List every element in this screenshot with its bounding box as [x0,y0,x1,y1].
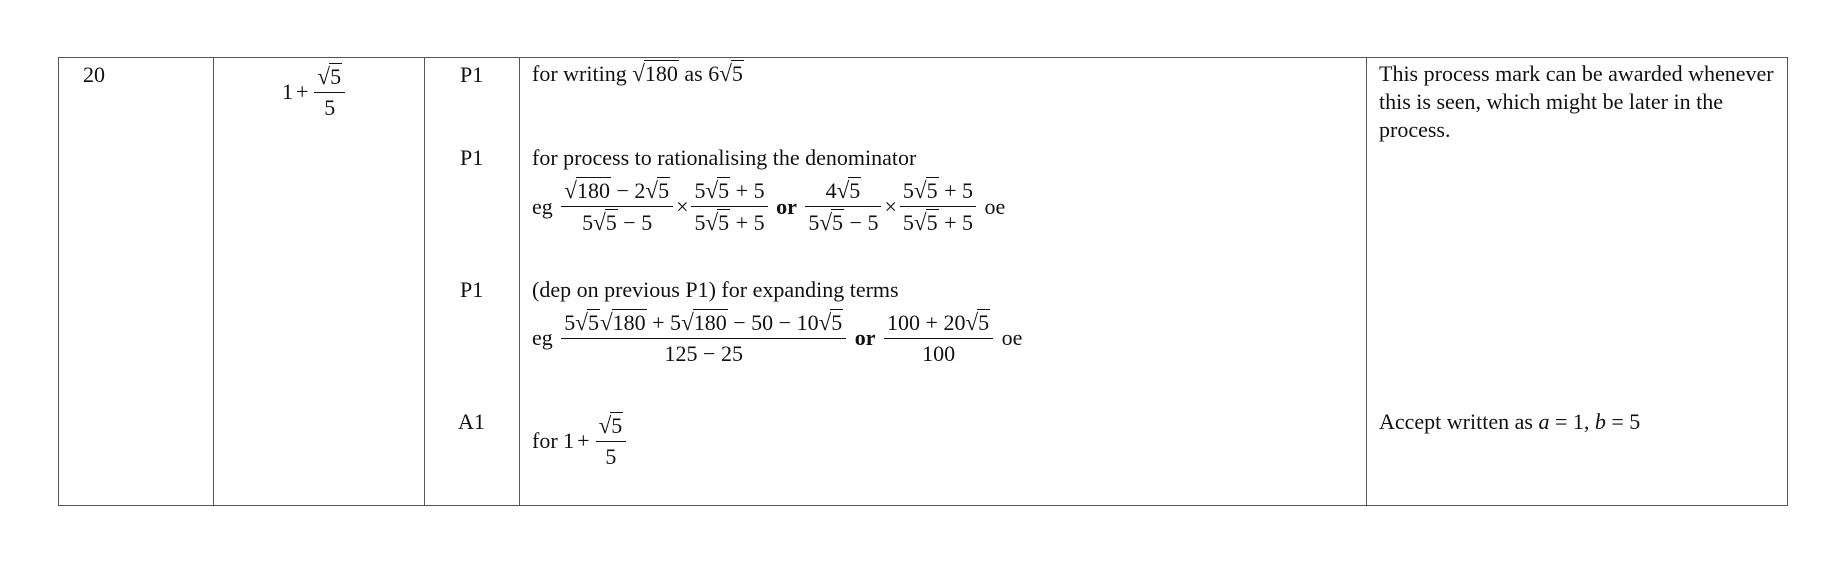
note-accept: Accept written as a = 1, b = 5 [1379,409,1641,434]
mark-code: P1 [460,277,484,302]
question-number: 20 [83,62,105,87]
answer-expression: 1 + $\frac{√5}{5}$ [282,63,348,121]
note-process-mark: This process mark can be awarded whenever this is seen, which might be later in the process. [1379,61,1774,142]
mark-2-example: eg $\frac{√180 - 2√5}{5√5 - 5}$ × $\frac{5√5 + 5}{5√5 + 5}$ or $\frac{4√5}{5√5 - 5}$ × $\frac{5√5 + 5}{5√5 + 5}$ oe [532,177,1006,235]
fraction: $\frac{√5}{5}$ [596,412,627,470]
answer-fraction: $\frac{√5}{5}$ [314,63,345,121]
fraction: $\frac{5√5 + 5}{5√5 + 5}$ [900,177,976,236]
mark-code: P1 [460,145,484,170]
mark-3-description: (dep on previous P1) for expanding terms [532,277,899,302]
mark-code: P1 [460,62,484,87]
mark-2-description: for process to rationalising the denominator [532,145,917,170]
mark-3-example: eg $\frac{5√5√180 + 5√180 - 50 - 10√5}{125 - 25}$ or $\frac{100 + 20√5}{100}$ oe [532,309,1023,366]
mark-1-description: for writing √180 as 6 √5 [532,60,743,86]
mark-code: A1 [458,409,485,434]
fraction: $\frac{5√5 + 5}{5√5 + 5}$ [691,177,767,236]
mark-scheme-cell [520,58,1367,506]
marks-cell [425,58,520,506]
answer-cell [214,58,425,506]
fraction: $\frac{100 + 20√5}{100}$ [884,309,993,367]
mark-scheme-table [58,57,1788,506]
question-cell [59,58,214,506]
fraction: $\frac{5√5√180 + 5√180 - 50 - 10√5}{125 - 25}$ [561,309,846,367]
notes-cell [1367,58,1788,506]
fraction: $\frac{√180 - 2√5}{5√5 - 5}$ [561,177,673,236]
table-row [59,58,1788,506]
fraction: $\frac{4√5}{5√5 - 5}$ [805,177,881,236]
mark-4-description: for 1 + $\frac{√5}{5}$ [532,412,629,470]
